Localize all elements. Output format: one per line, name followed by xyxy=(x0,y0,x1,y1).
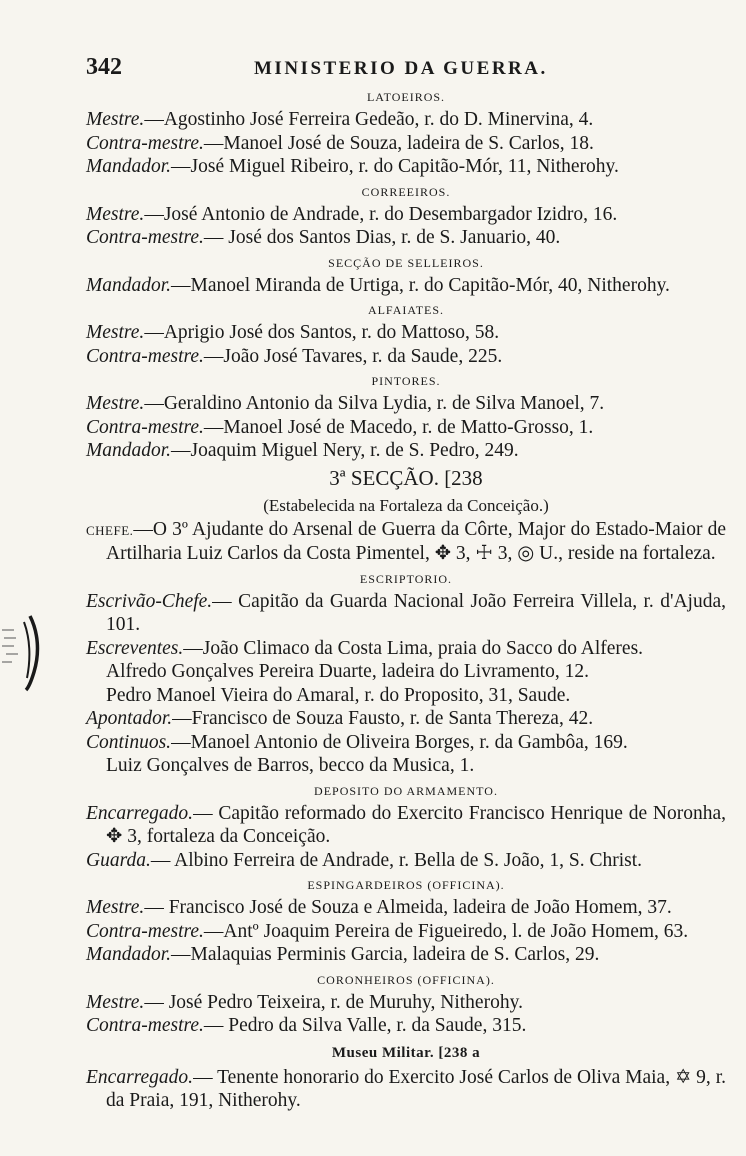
entry-museu-encarregado xyxy=(86,1066,726,1113)
entry-text: —Agostinho José Ferreira Gedeão, r. do D. Minervina, 4. xyxy=(144,109,594,130)
entry-escreventes-continuation: Pedro Manoel Vieira do Amaral, r. do Proposito, 31, Saude. xyxy=(106,684,571,706)
section-heading-latoeiros: LATOEIROS. xyxy=(366,90,446,104)
role-label: Mestre. xyxy=(86,393,145,414)
role-label: Mandador. xyxy=(86,156,172,177)
entry-chefe xyxy=(86,518,726,566)
role-label: Mestre. xyxy=(86,897,145,918)
entry-text: —Geraldino Antonio da Silva Lydia, r. de Silva Manoel, 7. xyxy=(144,393,605,414)
binding-ink-mark xyxy=(0,612,42,692)
role-label: Mandador. xyxy=(86,274,172,296)
entry-apontador xyxy=(86,707,726,731)
entry-text: —Joaquim Miguel Nery, r. de S. Pedro, 249. xyxy=(171,440,519,461)
section-heading-deposito: DEPOSITO DO ARMAMENTO. xyxy=(314,783,498,798)
role-label: Mestre. xyxy=(86,322,145,343)
entry-text: — Francisco José de Souza e Almeida, ladeira de João Homem, 37. xyxy=(144,897,672,918)
entry-pintores-contra-mestre xyxy=(86,416,726,440)
entry-text: —José Miguel Ribeiro, r. do Capitão-Mór, 11, Nitherohy. xyxy=(171,156,619,177)
section-heading-alfaiates: ALFAIATES. xyxy=(367,303,445,317)
entry-text: —João José Tavares, r. da Saude, 225. xyxy=(203,345,503,367)
section-heading-espingardeiros: ESPINGARDEIROS (OFFICINA). xyxy=(307,878,505,892)
entry-text: — Capitão da Guarda Nacional João Ferreira Villela, r. d'Ajuda, 101. xyxy=(106,590,726,635)
entry-text: — José Pedro Teixeira, r. de Muruhy, Nitherohy. xyxy=(144,991,523,1013)
section-heading-pintores: PINTORES. xyxy=(371,374,441,388)
role-label: Guarda. xyxy=(86,849,151,871)
entry-coronheiros-mestre xyxy=(86,991,726,1015)
entry-latoeiros-mandador xyxy=(86,155,726,179)
entry-pintores-mandador xyxy=(86,439,726,463)
entry-text: —Manoel José de Souza, ladeira de S. Carlos, 18. xyxy=(203,132,594,154)
entry-text: —Manoel Miranda de Urtiga, r. do Capitão-Mór, 40, Nitherohy. xyxy=(171,274,670,296)
page-number: 342 xyxy=(86,54,122,80)
entry-text: — Tenente honorario do Exercito José Carlos de Oliva Maia, ✡ 9, r. da Praia, 191, Nitherohy. xyxy=(106,1066,726,1111)
role-label: Mandador. xyxy=(86,944,172,965)
role-label: Contra-mestre. xyxy=(86,345,204,367)
role-label: Mestre. xyxy=(86,991,145,1013)
role-label: Mestre. xyxy=(86,203,145,225)
entry-escreventes-continuation: Alfredo Gonçalves Pereira Duarte, ladeira do Livramento, 12. xyxy=(106,661,589,682)
entry-deposito-encarregado xyxy=(86,802,726,849)
role-label: CHEFE. xyxy=(86,522,134,538)
role-label: Contra-mestre. xyxy=(86,227,204,248)
entry-text: —O 3º Ajudante do Arsenal de Guerra da Côrte, Major do Estado-Maior de Artilharia Luiz Carlos da Costa Pimentel, ✥ 3, ☩ 3, ◎ U., reside na fortaleza. xyxy=(106,518,726,564)
entry-espingardeiros-contra-mestre xyxy=(86,920,726,944)
role-label: Encarregado. xyxy=(86,1066,194,1088)
entry-text: — Pedro da Silva Valle, r. da Saude, 315. xyxy=(203,1015,527,1036)
section-subheading-fortaleza: (Estabelecida na Fortaleza da Conceição.) xyxy=(263,495,549,515)
entry-latoeiros-mestre xyxy=(86,108,726,132)
section-heading-correeiros: CORREEIROS. xyxy=(361,184,451,199)
role-label: Mandador. xyxy=(86,440,172,461)
running-title: MINISTERIO DA GUERRA. xyxy=(254,58,548,79)
role-label: Escrivão-Chefe. xyxy=(86,590,213,612)
entry-deposito-guarda xyxy=(86,849,726,873)
entry-text: —Malaquias Perminis Garcia, ladeira de S. Carlos, 29. xyxy=(171,944,600,965)
entry-escrivao-chefe xyxy=(86,590,726,637)
role-label: Continuos. xyxy=(86,731,172,753)
entry-continuos-continuation: Luiz Gonçalves de Barros, becco da Musica, 1. xyxy=(106,755,475,776)
entry-escreventes xyxy=(86,637,726,661)
section-heading-coronheiros: CORONHEIROS (OFFICINA). xyxy=(317,972,495,987)
section-heading-selleiros: SECÇÃO DE SELLEIROS. xyxy=(328,255,484,270)
entry-text: — José dos Santos Dias, r. de S. Januario, 40. xyxy=(203,227,561,248)
section-heading-3a-seccao: 3ª SECÇÃO. [238 xyxy=(329,465,483,490)
role-label: Apontador. xyxy=(86,708,173,729)
entry-text: — Capitão reformado do Exercito Francisco Henrique de Noronha, ✥ 3, fortaleza da Conceição. xyxy=(106,802,726,847)
role-label: Mestre. xyxy=(86,109,145,130)
entry-alfaiates-contra-mestre xyxy=(86,345,726,369)
entry-text: —José Antonio de Andrade, r. do Desembargador Izidro, 16. xyxy=(144,203,618,225)
entry-pintores-mestre xyxy=(86,392,726,416)
entry-text: —Francisco de Souza Fausto, r. de Santa Thereza, 42. xyxy=(172,708,594,729)
entry-correeiros-mestre xyxy=(86,203,726,227)
role-label: Contra-mestre. xyxy=(86,132,204,154)
entry-selleiros-mandador xyxy=(86,274,726,298)
role-label: Encarregado. xyxy=(86,802,194,824)
entry-text: —Aprigio José dos Santos, r. do Mattoso, 58. xyxy=(144,322,500,343)
entry-continuos xyxy=(86,731,726,755)
entry-text: —João Climaco da Costa Lima, praia do Sacco do Alferes. xyxy=(183,637,644,659)
section-heading-escriptorio: ESCRIPTORIO. xyxy=(359,571,453,586)
entry-espingardeiros-mandador xyxy=(86,943,726,967)
role-label: Escreventes. xyxy=(86,637,184,659)
entry-alfaiates-mestre xyxy=(86,321,726,345)
entry-correeiros-contra-mestre xyxy=(86,226,726,250)
page-content xyxy=(86,84,726,1113)
role-label: Contra-mestre. xyxy=(86,1015,204,1036)
entry-coronheiros-contra-mestre xyxy=(86,1014,726,1038)
role-label: Contra-mestre. xyxy=(86,920,204,942)
entry-text: —Antº Joaquim Pereira de Figueiredo, l. de João Homem, 63. xyxy=(203,920,689,942)
section-heading-museu-militar: Museu Militar. [238 a xyxy=(331,1044,481,1061)
entry-latoeiros-contra-mestre xyxy=(86,132,726,156)
role-label: Contra-mestre. xyxy=(86,416,204,438)
entry-espingardeiros-mestre xyxy=(86,896,726,920)
entry-text: —Manoel José de Macedo, r. de Matto-Grosso, 1. xyxy=(203,416,594,438)
page-header xyxy=(86,50,726,82)
entry-text: — Albino Ferreira de Andrade, r. Bella de S. João, 1, S. Christ. xyxy=(150,849,643,871)
entry-text: —Manoel Antonio de Oliveira Borges, r. da Gambôa, 169. xyxy=(171,731,628,753)
